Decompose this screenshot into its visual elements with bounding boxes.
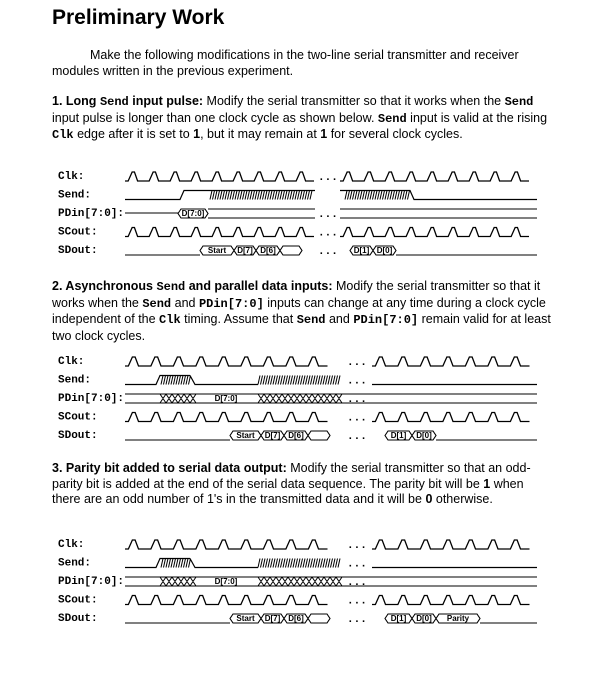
hatch-line — [368, 191, 370, 200]
hatch-line — [281, 376, 283, 385]
sdout-label-d1: D[1] — [353, 246, 370, 255]
hatch-line — [174, 376, 176, 385]
hatch-line — [215, 191, 217, 200]
hatch-line — [248, 191, 250, 200]
hatch-line — [283, 559, 285, 568]
send-hatch-left — [161, 376, 191, 385]
hatch-line — [293, 376, 295, 385]
hatch-line — [210, 191, 212, 200]
hatch-line — [298, 191, 300, 200]
section-3-text: when there are an odd number of 1's in the transmitted data and it will be — [52, 476, 524, 506]
hatch-line — [164, 376, 166, 385]
hatch-line — [306, 559, 308, 568]
hatch-line — [293, 191, 295, 200]
section-1-text: Modify the serial transmitter so that it works when the — [203, 94, 505, 108]
pdin-invalid-right — [258, 394, 342, 403]
hatch-line — [169, 376, 171, 385]
section-3-heading: 3. Parity bit added to serial data output: — [52, 461, 287, 475]
send-hatch-left — [210, 191, 312, 200]
signal-label-send: Send: — [58, 189, 92, 202]
hatch-line — [258, 376, 260, 385]
hatch-line — [383, 191, 385, 200]
section-2-text: remain valid for at least two clock cycles. — [52, 312, 551, 343]
section-1-text: edge after it is set to — [73, 127, 194, 141]
ellipsis: ... — [347, 357, 367, 369]
hatch-line — [358, 191, 360, 200]
hatch-line — [305, 191, 307, 200]
sdout-label-start: Start — [236, 614, 255, 623]
hatch-line — [333, 559, 335, 568]
ellipsis: ... — [318, 246, 338, 258]
section-2-text: inputs can change at any time during a clock cycle independent of the — [52, 295, 546, 326]
hatch-line — [286, 376, 288, 385]
section-3-text: Modify the serial transmitter so that an odd-parity bit is added at the end of the serial data sequence. The parity bit will be — [52, 461, 531, 491]
hatch-line — [300, 191, 302, 200]
hatch-line — [273, 191, 275, 200]
hatch-line — [278, 191, 280, 200]
sdout-label-d0: D[0] — [416, 614, 432, 623]
section-1-bold: 1 — [193, 127, 201, 141]
hatch-line — [283, 376, 285, 385]
hatch-line — [370, 191, 372, 200]
section-2-code: Send — [142, 296, 172, 311]
hatch-line — [328, 559, 330, 568]
hatch-line — [355, 191, 357, 200]
hatch-line — [303, 191, 305, 200]
clk-wave-right — [372, 540, 530, 549]
section-3-bold: 1 — [483, 476, 491, 491]
hatch-line — [179, 376, 181, 385]
hatch-line — [316, 376, 318, 385]
hatch-line — [345, 191, 347, 200]
hatch-line — [375, 191, 377, 200]
hatch-line — [326, 376, 328, 385]
hatch-line — [171, 376, 173, 385]
hatch-line — [275, 191, 277, 200]
section-1-code: Clk — [52, 128, 74, 142]
section-1-text: input is valid at the rising — [406, 110, 548, 125]
section-2-code: Send — [296, 313, 326, 327]
section-1-paragraph — [52, 94, 552, 144]
signal-label-clk: Clk: — [58, 356, 85, 368]
pdin-data-label: D[7:0] — [181, 209, 205, 218]
hatch-line — [245, 191, 247, 200]
hatch-line — [171, 559, 173, 568]
hatch-line — [179, 559, 181, 568]
hatch-line — [296, 376, 298, 385]
hatch-line — [308, 376, 310, 385]
hatch-line — [161, 376, 163, 385]
hatch-line — [318, 376, 320, 385]
timing-diagram-3 — [0, 533, 604, 633]
section-1-heading-rest: input pulse: — [132, 94, 204, 108]
sdout-label-d7: D[7] — [237, 246, 253, 255]
hatch-line — [283, 191, 285, 200]
signal-label-pdin70: PDin[7:0]: — [58, 208, 125, 220]
hatch-line — [280, 191, 282, 200]
signal-label-sdout: SDout: — [58, 613, 98, 625]
hatch-line — [268, 376, 270, 385]
hatch-line — [310, 191, 312, 200]
pdin-data-label: D[7:0] — [214, 394, 238, 403]
hatch-line — [336, 559, 338, 568]
sdout-label-parity: Parity — [446, 614, 470, 623]
sdout-label-d1: D[1] — [390, 431, 407, 440]
signal-label-sdout: SDout: — [58, 430, 98, 442]
hatch-line — [395, 191, 397, 200]
scout-wave-right — [340, 228, 529, 237]
section-2-text: and — [325, 312, 354, 326]
hatch-line — [285, 191, 287, 200]
section-1-heading-code: Send — [99, 95, 129, 109]
ellipsis: ... — [347, 375, 367, 388]
clk-wave-left — [125, 540, 328, 549]
hatch-line — [296, 559, 298, 568]
hatch-line — [331, 376, 333, 385]
ellipsis: ... — [347, 431, 367, 443]
page-title: Preliminary Work — [52, 6, 225, 29]
section-1-text: for several clock cycles. — [327, 127, 463, 141]
hatch-line — [408, 191, 410, 200]
ellipsis: ... — [347, 558, 367, 571]
hatch-line — [288, 376, 290, 385]
pdin-invalid-right — [258, 577, 342, 586]
hatch-line — [288, 559, 290, 568]
signal-label-scout: SCout: — [58, 594, 98, 607]
hatch-line — [176, 376, 178, 385]
hatch-line — [326, 559, 328, 568]
hatch-line — [253, 191, 255, 200]
section-1-heading: 1. Long — [52, 94, 97, 108]
hatch-line — [233, 191, 235, 200]
hatch-line — [323, 559, 325, 568]
hatch-line — [336, 376, 338, 385]
hatch-line — [166, 559, 168, 568]
section-3-paragraph — [52, 461, 552, 508]
ellipsis: ... — [347, 577, 367, 589]
hatch-line — [213, 191, 215, 200]
hatch-line — [311, 376, 313, 385]
hatch-line — [273, 559, 275, 568]
ellipsis: ... — [318, 227, 338, 240]
scout-wave-left — [125, 228, 314, 237]
signal-label-clk: Clk: — [58, 171, 85, 183]
section-1-code: Send — [377, 111, 407, 126]
ellipsis: ... — [318, 172, 338, 184]
hatch-line — [186, 559, 188, 568]
section-2-heading-code: Send — [156, 280, 186, 294]
hatch-line — [265, 191, 267, 200]
section-2-heading: 2. Asynchronous — [52, 279, 153, 293]
clk-wave-right — [372, 357, 530, 366]
sdout-label-start: Start — [236, 431, 255, 440]
ellipsis: ... — [347, 614, 367, 626]
hatch-line — [276, 559, 278, 568]
hatch-line — [276, 376, 278, 385]
pdin-data-label: D[7:0] — [214, 577, 238, 586]
ellipsis: ... — [347, 412, 367, 425]
hatch-line — [184, 376, 186, 385]
hatch-line — [398, 191, 400, 200]
scout-wave-right — [372, 413, 530, 422]
ellipsis: ... — [318, 209, 338, 221]
hatch-line — [271, 376, 273, 385]
hatch-line — [225, 191, 227, 200]
hatch-line — [278, 559, 280, 568]
hatch-line — [174, 559, 176, 568]
hatch-line — [164, 559, 166, 568]
hatch-line — [291, 376, 293, 385]
signal-label-scout: SCout: — [58, 226, 98, 239]
hatch-line — [181, 376, 183, 385]
timing-diagram-1 — [0, 165, 604, 275]
hatch-line — [286, 559, 288, 568]
signal-label-pdin70: PDin[7:0]: — [58, 393, 125, 405]
hatch-line — [263, 376, 265, 385]
signal-label-clk: Clk: — [58, 539, 85, 551]
hatch-line — [288, 191, 290, 200]
hatch-line — [388, 191, 390, 200]
hatch-line — [298, 559, 300, 568]
hatch-line — [263, 559, 265, 568]
hatch-line — [316, 559, 318, 568]
hatch-line — [295, 191, 297, 200]
hatch-line — [308, 559, 310, 568]
section-2-code: PDin[7:0] — [353, 313, 419, 327]
hatch-line — [169, 559, 171, 568]
hatch-line — [261, 559, 263, 568]
hatch-line — [321, 559, 323, 568]
hatch-line — [268, 559, 270, 568]
section-1-code: Send — [504, 95, 534, 109]
hatch-line — [250, 191, 252, 200]
sdout-label-start: Start — [207, 246, 227, 255]
hatch-line — [311, 559, 313, 568]
sdout-label-d7: D[7] — [264, 614, 281, 623]
hatch-line — [228, 191, 230, 200]
send-wave-mid — [190, 559, 258, 568]
hatch-line — [318, 559, 320, 568]
hatch-line — [255, 191, 257, 200]
sdout-label-d6: D[6] — [288, 431, 304, 440]
scout-wave-left — [125, 596, 328, 605]
hatch-line — [218, 191, 220, 200]
section-1-text: , but it may remain at — [200, 127, 321, 141]
sdout-label-d6: D[6] — [288, 614, 304, 623]
section-2-code: Clk — [159, 313, 181, 327]
section-2-text: and — [171, 295, 199, 310]
hatch-line — [338, 559, 340, 568]
hatch-line — [403, 191, 405, 200]
send-hatch-left — [161, 559, 191, 568]
section-1-bold: 1 — [320, 127, 328, 141]
hatch-line — [313, 559, 315, 568]
hatch-line — [390, 191, 392, 200]
hatch-line — [266, 559, 268, 568]
hatch-line — [281, 559, 283, 568]
hatch-line — [301, 559, 303, 568]
section-2-text: timing. Assume that — [180, 312, 297, 326]
signal-label-send: Send: — [58, 557, 92, 570]
sdout-label-d6: D[6] — [260, 246, 276, 255]
hatch-line — [373, 191, 375, 200]
scout-wave-right — [372, 596, 530, 605]
hatch-line — [353, 191, 355, 200]
hatch-line — [273, 376, 275, 385]
hatch-line — [380, 191, 382, 200]
ellipsis: ... — [347, 595, 367, 608]
hatch-line — [360, 191, 362, 200]
send-wave-mid — [190, 376, 258, 385]
hatch-line — [308, 191, 310, 200]
hatch-line — [378, 191, 380, 200]
clk-wave-right — [340, 172, 529, 181]
hatch-line — [333, 376, 335, 385]
hatch-line — [240, 191, 242, 200]
hatch-line — [350, 191, 352, 200]
clk-wave-left — [125, 172, 314, 181]
sdout-label-d7: D[7] — [264, 431, 281, 440]
section-2-text: Modify the serial transmitter so that it works when the — [52, 279, 541, 310]
hatch-line — [243, 191, 245, 200]
hatch-line — [385, 191, 387, 200]
hatch-line — [230, 191, 232, 200]
send-hatch-mid — [258, 376, 340, 385]
sdout-label-d0: D[0] — [416, 431, 432, 440]
hatch-line — [291, 559, 293, 568]
hatch-line — [268, 191, 270, 200]
hatch-line — [331, 559, 333, 568]
hatch-line — [184, 559, 186, 568]
hatch-line — [338, 376, 340, 385]
hatch-line — [321, 376, 323, 385]
section-1-text: input pulse is longer than one clock cycle as shown below. — [52, 110, 378, 125]
hatch-line — [271, 559, 273, 568]
ellipsis: ... — [347, 540, 367, 552]
scout-wave-left — [125, 413, 328, 422]
sdout-label-d1: D[1] — [390, 614, 407, 623]
signal-label-scout: SCout: — [58, 411, 98, 424]
send-hatch-mid — [258, 559, 340, 568]
hatch-line — [181, 559, 183, 568]
section-2-heading-rest: and parallel data inputs: — [188, 279, 333, 293]
hatch-line — [365, 191, 367, 200]
section-3-text: otherwise. — [432, 492, 493, 506]
hatch-line — [258, 191, 260, 200]
clk-wave-left — [125, 357, 328, 366]
ellipsis: ... — [347, 394, 367, 406]
hatch-line — [363, 191, 365, 200]
hatch-line — [258, 559, 260, 568]
hatch-line — [303, 376, 305, 385]
hatch-line — [405, 191, 407, 200]
hatch-line — [328, 376, 330, 385]
hatch-line — [238, 191, 240, 200]
sdout-label-d0: D[0] — [376, 246, 393, 255]
hatch-line — [301, 376, 303, 385]
hatch-line — [323, 376, 325, 385]
hatch-line — [166, 376, 168, 385]
hatch-line — [176, 559, 178, 568]
signal-label-send: Send: — [58, 374, 92, 387]
hatch-line — [260, 191, 262, 200]
hatch-line — [261, 376, 263, 385]
hatch-line — [290, 191, 292, 200]
hatch-line — [400, 191, 402, 200]
signal-label-sdout: SDout: — [58, 245, 98, 257]
timing-diagram-2 — [0, 350, 604, 450]
hatch-line — [313, 376, 315, 385]
hatch-line — [298, 376, 300, 385]
hatch-line — [186, 376, 188, 385]
hatch-line — [266, 376, 268, 385]
hatch-line — [293, 559, 295, 568]
hatch-line — [161, 559, 163, 568]
hatch-line — [393, 191, 395, 200]
pdin-invalid-left — [160, 394, 196, 403]
signal-label-pdin70: PDin[7:0]: — [58, 576, 125, 588]
section-2-paragraph — [52, 279, 552, 344]
send-hatch-right — [345, 191, 410, 200]
hatch-line — [235, 191, 237, 200]
section-2-code: PDin[7:0] — [198, 296, 264, 311]
hatch-line — [270, 191, 272, 200]
hatch-line — [278, 376, 280, 385]
section-3-bold: 0 — [425, 492, 433, 506]
intro-paragraph: Make the following modifications in the two-line serial transmitter and receiver modules written in the previous experiment. — [52, 48, 519, 78]
hatch-line — [348, 191, 350, 200]
hatch-line — [303, 559, 305, 568]
hatch-line — [223, 191, 225, 200]
hatch-line — [263, 191, 265, 200]
hatch-line — [220, 191, 222, 200]
hatch-line — [306, 376, 308, 385]
pdin-invalid-left — [160, 577, 196, 586]
